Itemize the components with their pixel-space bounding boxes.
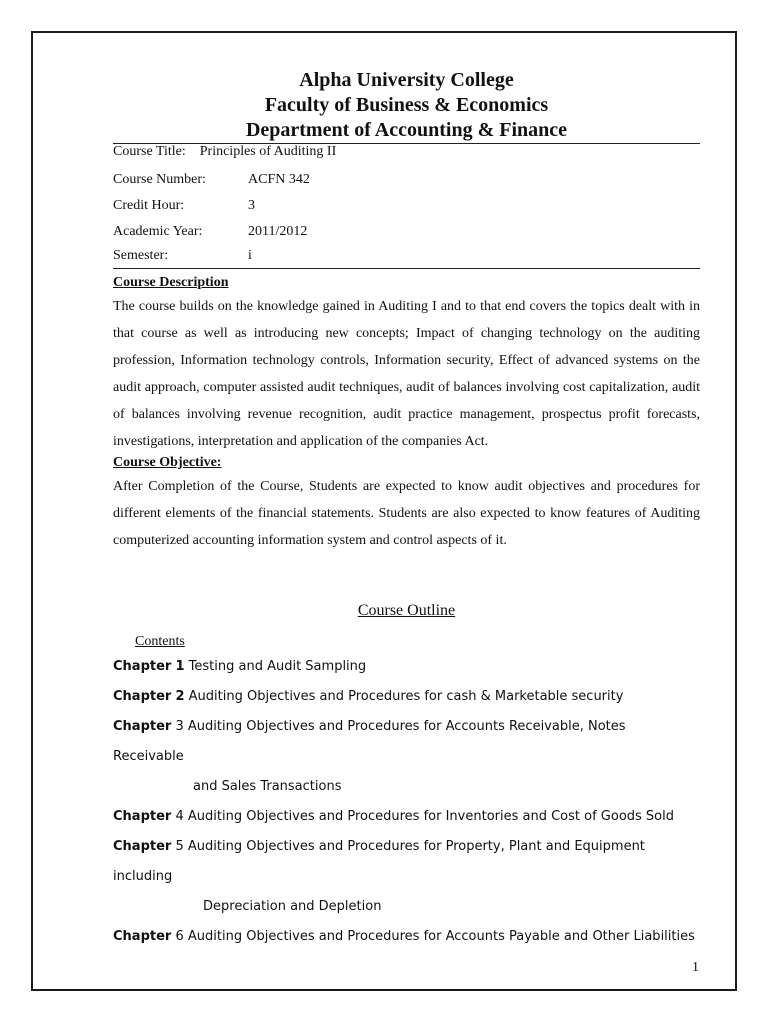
chapter-title: Auditing Objectives and Procedures for Accounts Receivable, Notes Receivable (113, 719, 626, 764)
document-content (113, 68, 700, 952)
course-number-label: Course Number: (113, 172, 206, 187)
chapter-number: 1 (175, 659, 185, 674)
course-description-text: The course builds on the knowledge gained in Auditing I and to that end covers the topics dealt with in that course as well as introducing new concepts; Impact of changing technology on the auditing profession, Information technology controls, Information security, Effect of advanced systems on the audit approach, computer assisted audit techniques, audit of balances involving cost capitalization, audit of balances involving revenue recognition, audit practice management, prospectus profit forecasts, investigations, interpretation and application of the companies Act. (113, 299, 700, 449)
chapter-word: Chapter (113, 719, 172, 734)
chapter-word: Chapter (113, 929, 172, 944)
course-description-heading: Course Description (113, 275, 229, 290)
chapter-number: 6 (175, 929, 184, 944)
chapter-word: Chapter (113, 839, 172, 854)
chapter-item (113, 682, 700, 712)
chapter-item (113, 712, 700, 802)
chapter-number: 5 (175, 839, 184, 854)
chapter-item (113, 802, 700, 832)
chapter-number: 4 (175, 809, 184, 824)
academic-year-label: Academic Year: (113, 224, 203, 239)
chapter-number: 2 (175, 689, 185, 704)
university-name: Alpha University College (299, 69, 514, 91)
chapter-title: Auditing Objectives and Procedures for Property, Plant and Equipment including (113, 839, 645, 884)
course-number-row (113, 168, 700, 198)
chapter-title: Auditing Objectives and Procedures for Accounts Payable and Other Liabilities (187, 929, 695, 944)
academic-year-value: 2011/2012 (248, 224, 308, 239)
course-title-row (113, 144, 700, 168)
contents-label: Contents (135, 634, 185, 649)
credit-hour-row (113, 198, 700, 224)
chapter-title-continuation: Depreciation and Depletion (203, 899, 382, 914)
course-outline-title: Course Outline (357, 602, 456, 619)
credit-hour-label: Credit Hour: (113, 198, 185, 213)
department-name: Department of Accounting & Finance (245, 119, 568, 141)
chapter-item (113, 832, 700, 922)
course-objective-text: After Completion of the Course, Students are expected to know audit objectives and procedures for different elements of the financial statements. Students are also expected to know features of Auditing computerized accounting information system and control aspects of it. (113, 479, 700, 548)
chapter-title: Auditing Objectives and Procedures for cash & Marketable security (188, 689, 624, 704)
chapter-number: 3 (175, 719, 184, 734)
course-title-label: Course Title: (113, 144, 186, 159)
semester-label: Semester: (113, 248, 169, 263)
course-title-value: Principles of Auditing II (199, 144, 337, 159)
course-number-value: ACFN 342 (248, 172, 310, 187)
chapter-list (113, 652, 700, 952)
chapter-title: Testing and Audit Sampling (188, 659, 367, 674)
course-objective-heading: Course Objective: (113, 455, 222, 470)
chapter-item (113, 922, 700, 952)
credit-hour-value: 3 (248, 198, 255, 213)
info-rule (113, 268, 700, 269)
academic-year-row (113, 224, 700, 248)
semester-value: i (248, 248, 252, 263)
page-number: 1 (692, 960, 699, 975)
chapter-item (113, 652, 700, 682)
chapter-title-continuation: and Sales Transactions (193, 779, 342, 794)
chapter-word: Chapter (113, 689, 172, 704)
chapter-title: Auditing Objectives and Procedures for Inventories and Cost of Goods Sold (187, 809, 674, 824)
chapter-word: Chapter (113, 809, 172, 824)
semester-row (113, 248, 700, 268)
faculty-name: Faculty of Business & Economics (264, 94, 549, 116)
chapter-word: Chapter (113, 659, 172, 674)
